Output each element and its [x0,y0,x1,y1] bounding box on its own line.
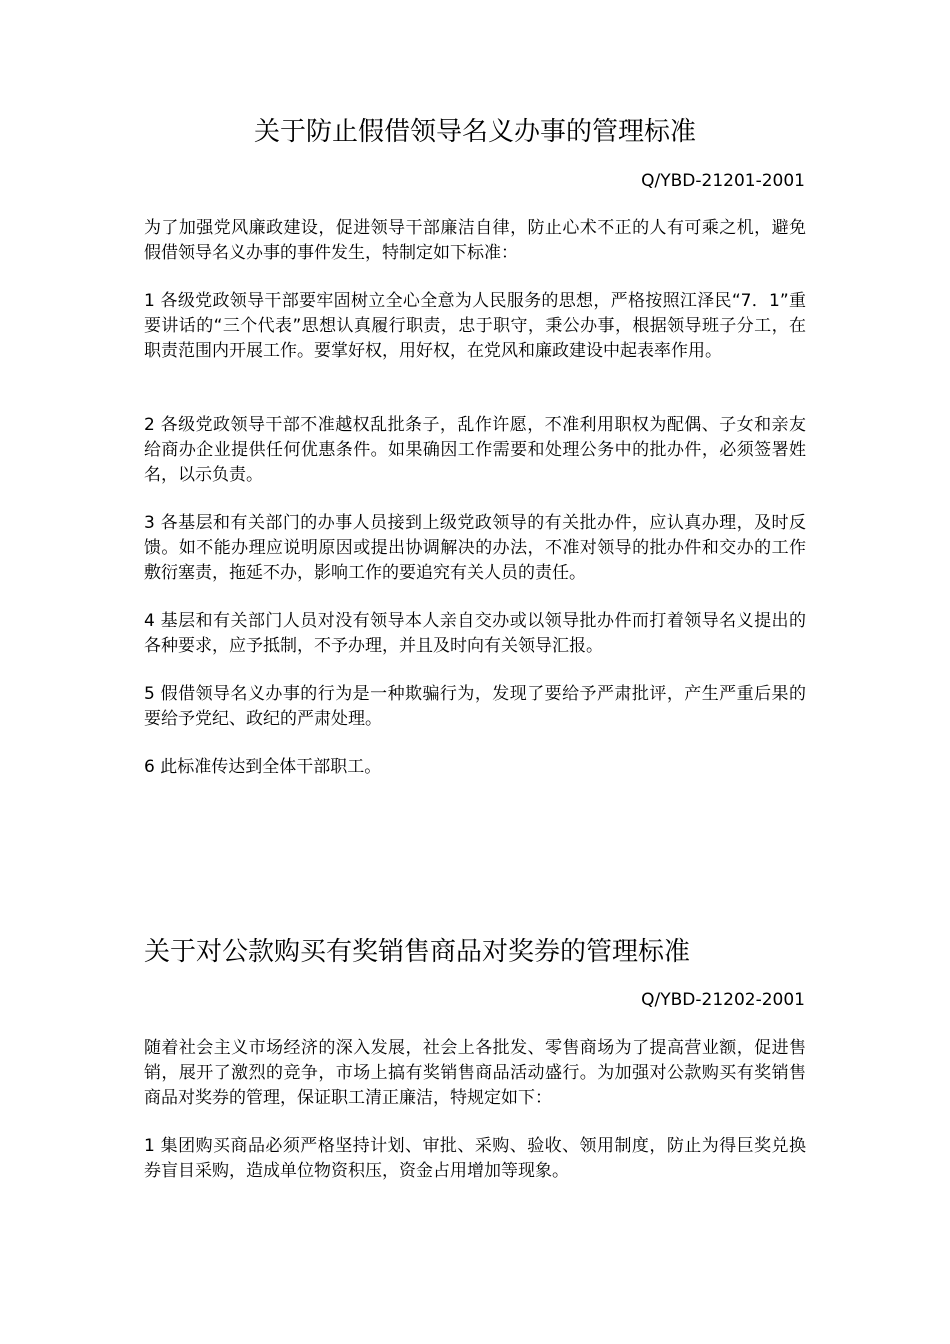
section1-standard-code: Q/YBD-21201-2001 [641,171,805,191]
section1-item: 2 各级党政领导干部不准越权乱批条子，乱作许愿，不准利用职权为配偶、子女和亲友给商办企业提供任何优惠条件。如果确因工作需要和处理公务中的批办件，必须签署姓名，以示负责。 [144,415,806,485]
section1-item: 1 各级党政领导干部要牢固树立全心全意为人民服务的思想，严格按照江泽民“7．1”重要讲话的“三个代表”思想认真履行职责，忠于职守，秉公办事，根据领导班子分工，在职责范围内开展工作。要掌好权，用好权，在党风和廉政建设中起表率作用。 [144,291,806,361]
section2-standard-code: Q/YBD-21202-2001 [641,990,805,1010]
section1-intro: 为了加强党风廉政建设，促进领导干部廉洁自律，防止心术不正的人有可乘之机，避免假借领导名义办事的事件发生，特制定如下标准： [144,218,806,263]
section1-item: 6 此标准传达到全体干部职工。 [144,757,382,777]
section1-title: 关于防止假借领导名义办事的管理标准 [253,117,696,147]
section1-item: 5 假借领导名义办事的行为是一种欺骗行为，发现了要给予严肃批评，产生严重后果的要给予党纪、政纪的严肃处理。 [144,684,806,729]
section1-item: 3 各基层和有关部门的办事人员接到上级党政领导的有关批办件，应认真办理，及时反馈。如不能办理应说明原因或提出协调解决的办法，不准对领导的批办件和交办的工作敷衍塞责，拖延不办，影响工作的要追究有关人员的责任。 [144,513,806,583]
section2-title: 关于对公款购买有奖销售商品对奖券的管理标准 [144,937,691,967]
section2-item: 1 集团购买商品必须严格坚持计划、审批、采购、验收、领用制度，防止为得巨奖兑换券盲目采购，造成单位物资积压，资金占用增加等现象。 [144,1136,806,1181]
section1-item: 4 基层和有关部门人员对没有领导本人亲自交办或以领导批办件而打着领导名义提出的各种要求，应予抵制，不予办理，并且及时向有关领导汇报。 [144,611,806,656]
section2-intro: 随着社会主义市场经济的深入发展，社会上各批发、零售商场为了提高营业额，促进售销，展开了激烈的竞争，市场上搞有奖销售商品活动盛行。为加强对公款购买有奖销售商品对奖券的管理，保证职工清正廉洁，特规定如下： [144,1038,806,1108]
